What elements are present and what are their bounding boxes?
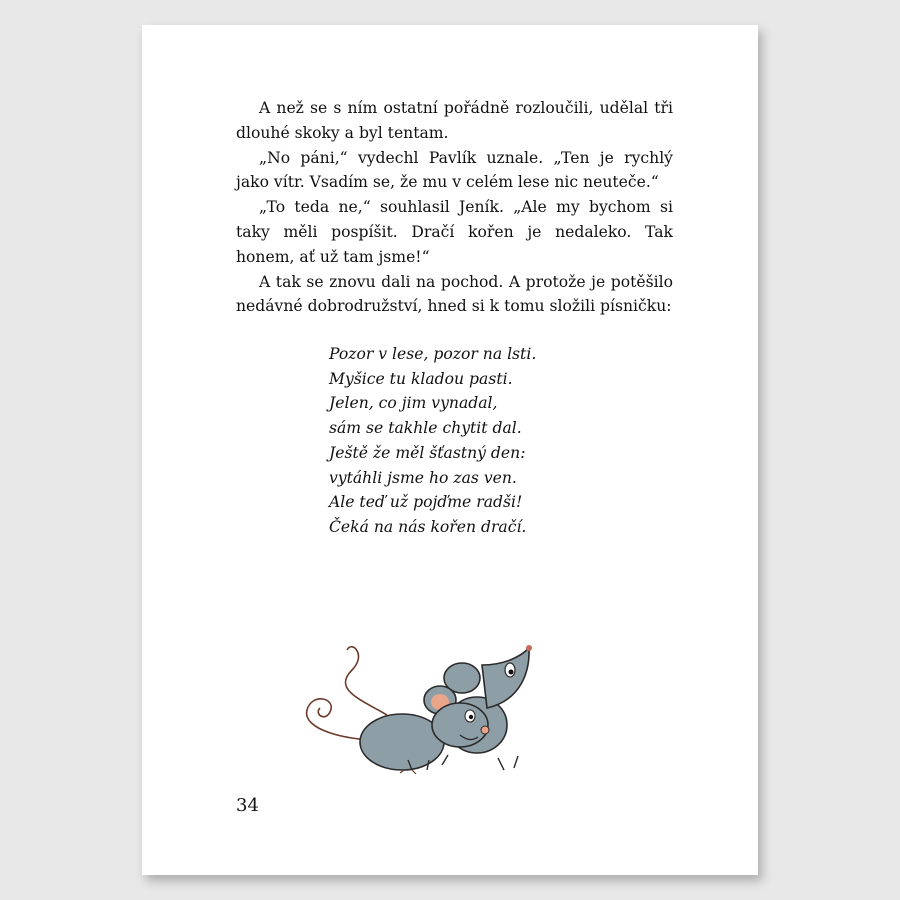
poem-line: Myšice tu kladou pasti. bbox=[329, 369, 513, 388]
poem-line: Čeká na nás kořen dračí. bbox=[329, 517, 527, 536]
poem-line: Pozor v lese, pozor na lsti. bbox=[329, 345, 537, 363]
poem-line: Jelen, co jim vynadal, bbox=[329, 394, 498, 413]
poem-line: Ještě že měl šťastný den: bbox=[329, 443, 526, 462]
tail bbox=[345, 647, 387, 715]
paragraph: „To teda ne,“ souhlasil Jeník. „Ale my bychom si taky měli pospíšit. Dračí kořen je nedaleko. Tak honem, ať už tam jsme!“ bbox=[236, 198, 673, 266]
book-page bbox=[142, 25, 758, 875]
page-number: 34 bbox=[236, 795, 259, 816]
poem-line: vytáhli jsme ho zas ven. bbox=[329, 468, 517, 487]
paragraph: A tak se znovu dali na pochod. A protože je potěšilo nedávné dobrodružství, hned si k tomu složili písničku: bbox=[236, 272, 673, 316]
poem-line: Ale teď už pojďme radši! bbox=[329, 493, 523, 512]
paragraph: „No páni,“ vydechl Pavlík uznale. „Ten je rychlý jako vítr. Vsadím se, že mu v celém lese nic neuteče.“ bbox=[236, 148, 673, 192]
two-mice-illustration bbox=[292, 630, 532, 775]
poem bbox=[329, 342, 536, 540]
poem-line: sám se takhle chytit dal. bbox=[329, 419, 522, 438]
body-text bbox=[236, 96, 673, 319]
paragraph: A než se s ním ostatní pořádně rozloučili, udělal tři dlouhé skoky a byl tentam. bbox=[236, 99, 673, 142]
